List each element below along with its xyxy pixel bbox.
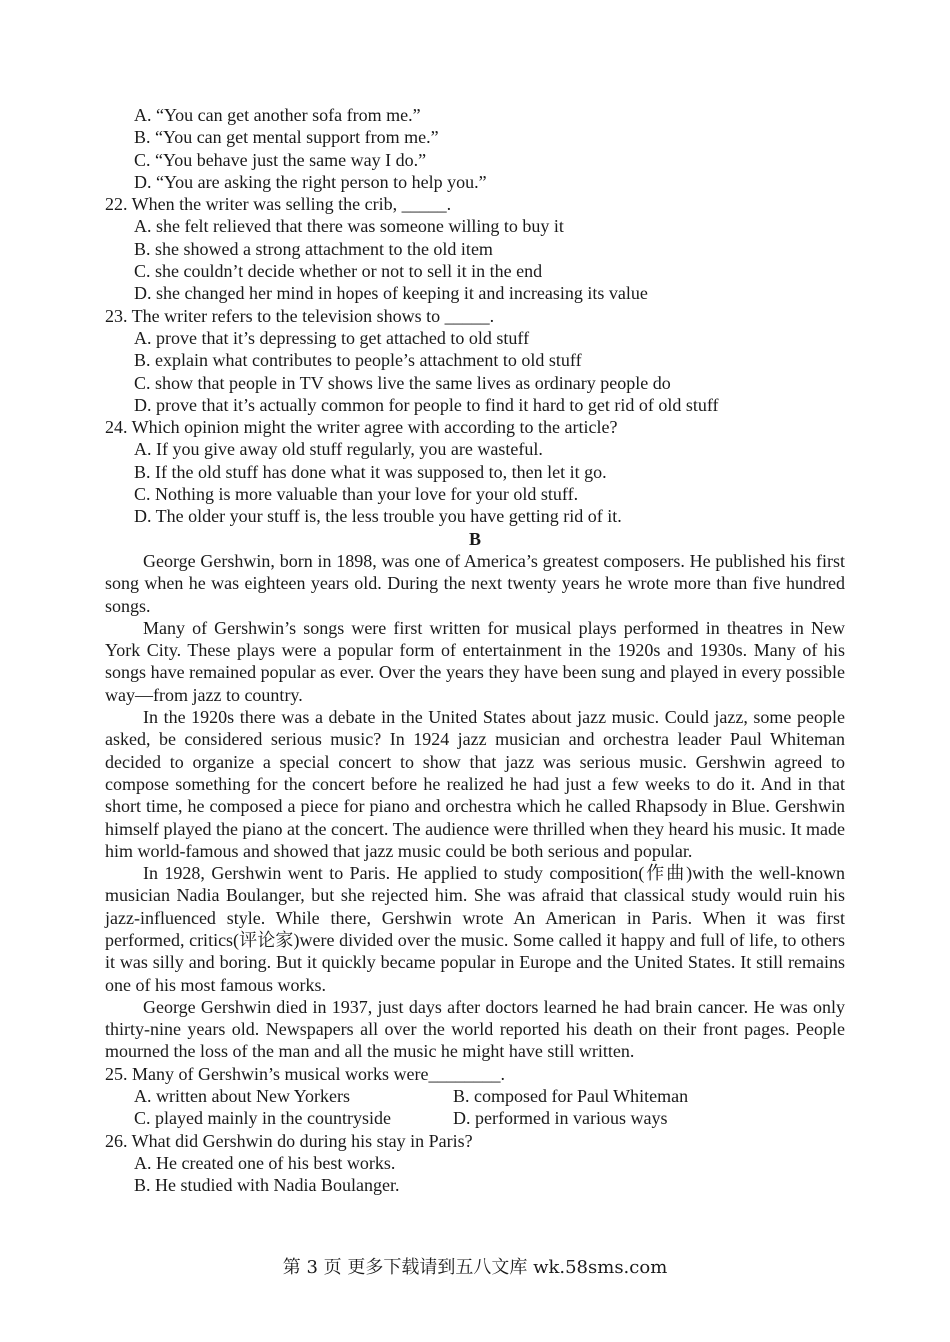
page-footer: 第 3 页 更多下载请到五八文库 wk.58sms.com	[282, 1257, 668, 1278]
q25-options-row-2	[105, 1107, 845, 1129]
q24-option-d: D. The older your stuff is, the less trouble you have getting rid of it.	[134, 506, 622, 527]
passage-paragraph-2: Many of Gershwin’s songs were first written for musical plays performed in theatres in New York City. These plays were a popular form of entertainment in the 1920s and 1930s. Many of his songs have remained popular as ever. Over the years they have been sung and played in every possible way—from jazz to country.	[105, 617, 845, 705]
q25-options-row-1	[105, 1085, 845, 1107]
q25-option-c: C. played mainly in the countryside	[134, 1108, 391, 1129]
passage-paragraph-5: George Gershwin died in 1937, just days after doctors learned he had brain cancer. He was only thirty-nine years old. Newspapers all over the world reported his death on their front pages. People mourned the loss of the man and all the music he might have still written.	[105, 996, 845, 1062]
q21-option-a: A. “You can get another sofa from me.”	[134, 105, 421, 125]
q22-option-c: C. she couldn’t decide whether or not to sell it in the end	[134, 261, 543, 282]
q26-stem: 26. What did Gershwin do during his stay in Paris?	[105, 1130, 473, 1151]
q22-stem: 22. When the writer was selling the crib, _____.	[105, 194, 452, 215]
document-page	[105, 104, 845, 1197]
q25-option-d: D. performed in various ways	[453, 1108, 668, 1129]
q24-option-b: B. If the old stuff has done what it was supposed to, then let it go.	[134, 461, 607, 482]
q21-option-d: D. “You are asking the right person to help you.”	[134, 171, 487, 192]
q25-option-a: A. written about New Yorkers	[134, 1086, 350, 1107]
q24-stem: 24. Which opinion might the writer agree with according to the article?	[105, 417, 618, 438]
q22-option-d: D. she changed her mind in hopes of keeping it and increasing its value	[134, 283, 648, 304]
q25-option-b: B. composed for Paul Whiteman	[453, 1086, 689, 1107]
passage-paragraph-3: In the 1920s there was a debate in the United States about jazz music. Could jazz, some people asked, be considered serious music? In 1924 jazz musician and orchestra leader Paul Whiteman decided to organize a special concert to show that jazz was serious music. Gershwin agreed to compose something for the concert before he realized he had just a few weeks to do it. And in that short time, he composed a piece for piano and orchestra which he called Rhapsody in Blue. Gershwin himself played the piano at the concert. The audience were thrilled when they heard his music. It made him world-famous and showed that jazz music could be both serious and popular.	[105, 707, 845, 861]
q24-option-c: C. Nothing is more valuable than your love for your old stuff.	[134, 484, 579, 505]
section-b-title: B	[468, 528, 481, 549]
q26-option-b: B. He studied with Nadia Boulanger.	[134, 1175, 400, 1196]
q26-option-a: A. He created one of his best works.	[134, 1152, 396, 1173]
q22-option-a: A. she felt relieved that there was someone willing to buy it	[134, 216, 564, 237]
q22-option-b: B. she showed a strong attachment to the old item	[134, 238, 493, 259]
q23-option-d: D. prove that it’s actually common for people to find it hard to get rid of old stuff	[134, 394, 719, 415]
q21-option-c: C. “You behave just the same way I do.”	[134, 149, 427, 170]
q24-option-a: A. If you give away old stuff regularly, you are wasteful.	[134, 439, 543, 460]
q23-option-b: B. explain what contributes to people’s attachment to old stuff	[134, 350, 582, 371]
passage-paragraph-4: In 1928, Gershwin went to Paris. He applied to study composition(作曲)with the well-known musician Nadia Boulanger, but she rejected him. She was afraid that classical study would ruin his jazz-influenced style. While there, Gershwin wrote An American in Paris. When it was first performed, critics(评论家)were divided over the music. Some called it happy and full of life, to others it was silly and boring. But it quickly became popular in Europe and the United States. It still remains one of his most famous works.	[105, 863, 845, 995]
q23-option-c: C. show that people in TV shows live the same lives as ordinary people do	[134, 372, 671, 393]
q23-stem: 23. The writer refers to the television shows to _____.	[105, 305, 495, 326]
passage-paragraph-1: George Gershwin, born in 1898, was one of America’s greatest composers. He published his first song when he was eighteen years old. During the next twenty years he wrote more than five hundred songs.	[105, 550, 845, 616]
q25-stem: 25. Many of Gershwin’s musical works were________.	[105, 1063, 505, 1084]
q21-option-b: B. “You can get mental support from me.”	[134, 127, 439, 148]
q23-option-a: A. prove that it’s depressing to get attached to old stuff	[134, 327, 530, 348]
